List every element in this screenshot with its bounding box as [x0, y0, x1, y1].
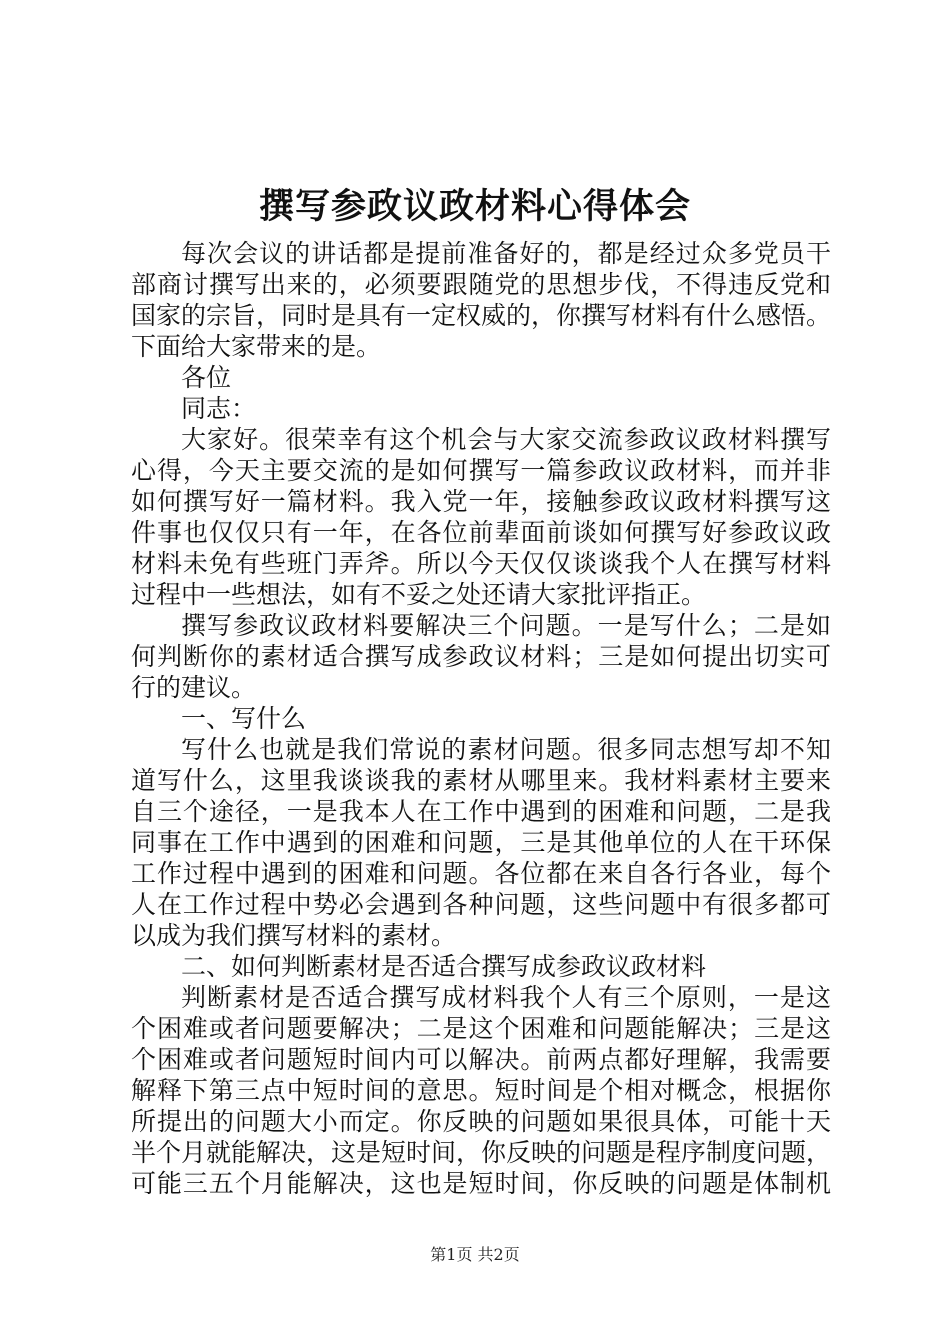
- paragraph-line: 半个月就能解决，这是短时间，你反映的问题是程序制度问题，: [131, 1138, 831, 1167]
- salutation-line: 各位: [181, 363, 232, 392]
- paragraph-line: 同事在工作中遇到的困难和问题，三是其他单位的人在干环保: [131, 828, 831, 857]
- paragraph-line: 所提出的问题大小而定。你反映的问题如果很具体，可能十天: [131, 1107, 831, 1136]
- paragraph-line: 判断素材是否适合撰写成材料我个人有三个原则，一是这: [181, 983, 831, 1012]
- document-title: 撰写参政议政材料心得体会: [258, 187, 691, 227]
- section-heading: 一、写什么: [181, 704, 307, 733]
- paragraph-line: 以成为我们撰写材料的素材。: [131, 921, 457, 950]
- page-footer: 第1页 共2页: [430, 1245, 520, 1264]
- paragraph-line: 国家的宗旨，同时是具有一定权威的，你撰写材料有什么感悟。: [131, 301, 831, 330]
- paragraph-line: 写什么也就是我们常说的素材问题。很多同志想写却不知: [181, 735, 831, 764]
- paragraph-line: 大家好。很荣幸有这个机会与大家交流参政议政材料撰写: [181, 425, 831, 454]
- section-heading: 二、如何判断素材是否适合撰写成参政议政材料: [181, 952, 707, 981]
- paragraph-line: 下面给大家带来的是。: [131, 332, 382, 361]
- paragraph-line: 自三个途径，一是我本人在工作中遇到的困难和问题，二是我: [131, 797, 831, 826]
- paragraph-line: 材料未免有些班门弄斧。所以今天仅仅谈谈我个人在撰写材料: [131, 549, 831, 578]
- paragraph-line: 何判断你的素材适合撰写成参政议材料；三是如何提出切实可: [131, 642, 831, 671]
- paragraph-line: 行的建议。: [131, 673, 257, 702]
- paragraph-line: 道写什么，这里我谈谈我的素材从哪里来。我材料素材主要来: [131, 766, 831, 795]
- paragraph-line: 撰写参政议政材料要解决三个问题。一是写什么；二是如: [181, 611, 831, 640]
- paragraph-line: 每次会议的讲话都是提前准备好的，都是经过众多党员干: [181, 239, 831, 268]
- paragraph-line: 人在工作过程中势必会遇到各种问题，这些问题中有很多都可: [131, 890, 831, 919]
- paragraph-line: 个困难或者问题短时间内可以解决。前两点都好理解，我需要: [131, 1045, 831, 1074]
- paragraph-line: 过程中一些想法，如有不妥之处还请大家批评指正。: [131, 580, 707, 609]
- paragraph-line: 工作过程中遇到的困难和问题。各位都在来自各行各业，每个: [131, 859, 831, 888]
- paragraph-line: 如何撰写好一篇材料。我入党一年，接触参政议政材料撰写这: [131, 487, 831, 516]
- paragraph-line: 个困难或者问题要解决；二是这个困难和问题能解决；三是这: [131, 1014, 831, 1043]
- salutation-line: 同志：: [181, 394, 257, 423]
- paragraph-line: 部商讨撰写出来的，必须要跟随党的思想步伐，不得违反党和: [131, 270, 831, 299]
- document-body: [131, 238, 831, 1199]
- paragraph-line: 件事也仅仅只有一年，在各位前辈面前谈如何撰写好参政议政: [131, 518, 831, 547]
- paragraph-line: 解释下第三点中短时间的意思。短时间是个相对概念，根据你: [131, 1076, 831, 1105]
- paragraph-line: 可能三五个月能解决，这也是短时间，你反映的问题是体制机: [131, 1169, 831, 1198]
- paragraph-line: 心得，今天主要交流的是如何撰写一篇参政议政材料，而并非: [131, 456, 831, 485]
